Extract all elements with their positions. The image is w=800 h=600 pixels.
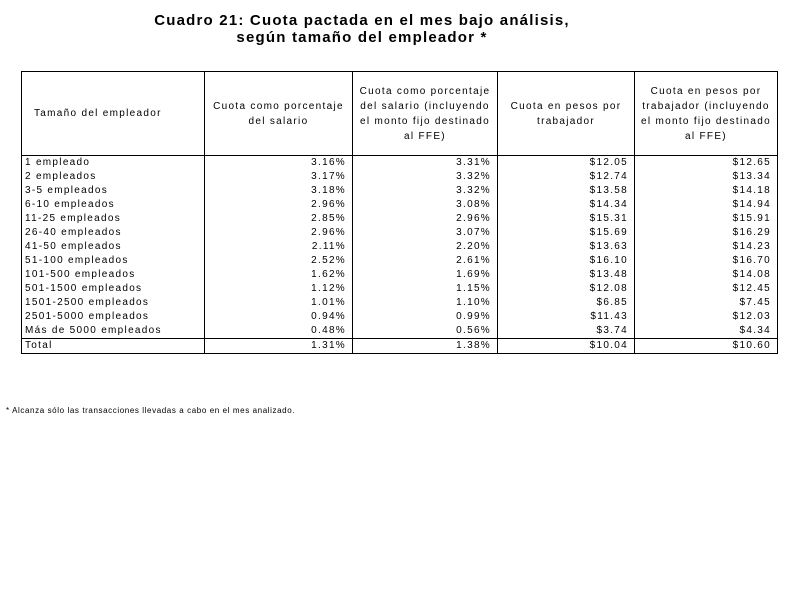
cell-employer-size: 101-500 empleados	[22, 268, 205, 282]
table-row	[22, 198, 778, 212]
cell-pct-salary-ffe: 2.20%	[353, 240, 498, 254]
table-row	[22, 184, 778, 198]
cell-pct-salary-ffe: 1.10%	[353, 296, 498, 310]
cell-pesos-worker: $15.69	[498, 226, 635, 240]
header-pct-salary: Cuota como porcentaje del salario	[205, 72, 353, 156]
cell-pct-salary: 1.62%	[205, 268, 353, 282]
cell-pct-salary-ffe: 2.96%	[353, 212, 498, 226]
table-row	[22, 212, 778, 226]
title-line-1: Cuadro 21: Cuota pactada en el mes bajo análisis,	[154, 12, 570, 29]
cell-employer-size: 2 empleados	[22, 170, 205, 184]
cell-pesos-worker: $12.74	[498, 170, 635, 184]
cell-pesos-worker: $3.74	[498, 324, 635, 339]
cell-pesos-worker-ffe: $15.91	[635, 212, 778, 226]
data-table	[21, 71, 778, 354]
cell-pct-salary-ffe: 0.56%	[353, 324, 498, 339]
cell-pct-salary-ffe: 3.08%	[353, 198, 498, 212]
cell-pesos-worker-ffe: $12.65	[635, 156, 778, 171]
cell-employer-size: 11-25 empleados	[22, 212, 205, 226]
table-row	[22, 268, 778, 282]
cell-employer-size: 6-10 empleados	[22, 198, 205, 212]
table-row	[22, 170, 778, 184]
cell-pesos-worker-ffe: $12.45	[635, 282, 778, 296]
table-row	[22, 324, 778, 339]
cell-employer-size: 501-1500 empleados	[22, 282, 205, 296]
cell-pesos-worker-ffe: $16.29	[635, 226, 778, 240]
cell-pct-salary: 2.96%	[205, 226, 353, 240]
cell-pct-salary: 0.48%	[205, 324, 353, 339]
cell-pct-salary-ffe: 1.69%	[353, 268, 498, 282]
cell-pesos-worker-ffe: $13.34	[635, 170, 778, 184]
cell-pesos-worker: $14.34	[498, 198, 635, 212]
cell-employer-size: 51-100 empleados	[22, 254, 205, 268]
cell-employer-size: 3-5 empleados	[22, 184, 205, 198]
total-cell-employer-size: Total	[22, 339, 205, 354]
cell-pct-salary: 2.96%	[205, 198, 353, 212]
cell-pesos-worker: $16.10	[498, 254, 635, 268]
cell-pct-salary-ffe: 0.99%	[353, 310, 498, 324]
cell-employer-size: 41-50 empleados	[22, 240, 205, 254]
cell-pct-salary: 0.94%	[205, 310, 353, 324]
cell-pct-salary: 3.17%	[205, 170, 353, 184]
cell-pct-salary: 1.12%	[205, 282, 353, 296]
table-row	[22, 226, 778, 240]
table-row	[22, 254, 778, 268]
title-line-2: según tamaño del empleador *	[236, 29, 488, 46]
table-row	[22, 282, 778, 296]
cell-pct-salary: 3.16%	[205, 156, 353, 171]
cell-employer-size: Más de 5000 empleados	[22, 324, 205, 339]
cell-pct-salary: 2.11%	[205, 240, 353, 254]
cell-employer-size: 1501-2500 empleados	[22, 296, 205, 310]
footnote: * Alcanza sólo las transacciones llevadas a cabo en el mes analizado.	[6, 406, 296, 415]
cell-employer-size: 26-40 empleados	[22, 226, 205, 240]
cell-pct-salary-ffe: 3.32%	[353, 184, 498, 198]
cell-pct-salary: 1.01%	[205, 296, 353, 310]
cell-pesos-worker: $13.48	[498, 268, 635, 282]
table-title	[0, 12, 724, 46]
cell-pesos-worker: $15.31	[498, 212, 635, 226]
cell-pesos-worker: $6.85	[498, 296, 635, 310]
cell-pesos-worker-ffe: $14.08	[635, 268, 778, 282]
total-cell-pesos-worker-ffe: $10.60	[635, 339, 778, 354]
cell-pesos-worker: $13.58	[498, 184, 635, 198]
cell-pesos-worker: $13.63	[498, 240, 635, 254]
cell-pct-salary-ffe: 3.32%	[353, 170, 498, 184]
cell-pct-salary-ffe: 3.07%	[353, 226, 498, 240]
total-row	[22, 339, 778, 354]
cell-pesos-worker: $12.05	[498, 156, 635, 171]
header-pesos-worker-ffe: Cuota en pesos por trabajador (incluyendo el monto fijo destinado al FFE)	[635, 72, 778, 156]
table-row	[22, 156, 778, 171]
table-row	[22, 296, 778, 310]
cell-pct-salary-ffe: 1.15%	[353, 282, 498, 296]
cell-employer-size: 1 empleado	[22, 156, 205, 171]
cell-pesos-worker: $12.08	[498, 282, 635, 296]
cell-pct-salary-ffe: 2.61%	[353, 254, 498, 268]
header-pesos-worker: Cuota en pesos por trabajador	[498, 72, 635, 156]
cell-pesos-worker-ffe: $4.34	[635, 324, 778, 339]
cell-pct-salary: 3.18%	[205, 184, 353, 198]
cell-employer-size: 2501-5000 empleados	[22, 310, 205, 324]
cell-pesos-worker-ffe: $14.18	[635, 184, 778, 198]
total-cell-pct-salary: 1.31%	[205, 339, 353, 354]
cell-pesos-worker: $11.43	[498, 310, 635, 324]
total-cell-pesos-worker: $10.04	[498, 339, 635, 354]
header-employer-size: Tamaño del empleador	[22, 72, 205, 156]
table-row	[22, 310, 778, 324]
total-cell-pct-salary-ffe: 1.38%	[353, 339, 498, 354]
cell-pesos-worker-ffe: $14.94	[635, 198, 778, 212]
cell-pesos-worker-ffe: $16.70	[635, 254, 778, 268]
cell-pesos-worker-ffe: $14.23	[635, 240, 778, 254]
cell-pesos-worker-ffe: $7.45	[635, 296, 778, 310]
table-row	[22, 240, 778, 254]
cell-pct-salary-ffe: 3.31%	[353, 156, 498, 171]
cell-pesos-worker-ffe: $12.03	[635, 310, 778, 324]
cell-pct-salary: 2.52%	[205, 254, 353, 268]
cell-pct-salary: 2.85%	[205, 212, 353, 226]
table-body	[22, 156, 778, 354]
header-pct-salary-ffe: Cuota como porcentaje del salario (incluyendo el monto fijo destinado al FFE)	[353, 72, 498, 156]
header-row	[22, 72, 778, 156]
